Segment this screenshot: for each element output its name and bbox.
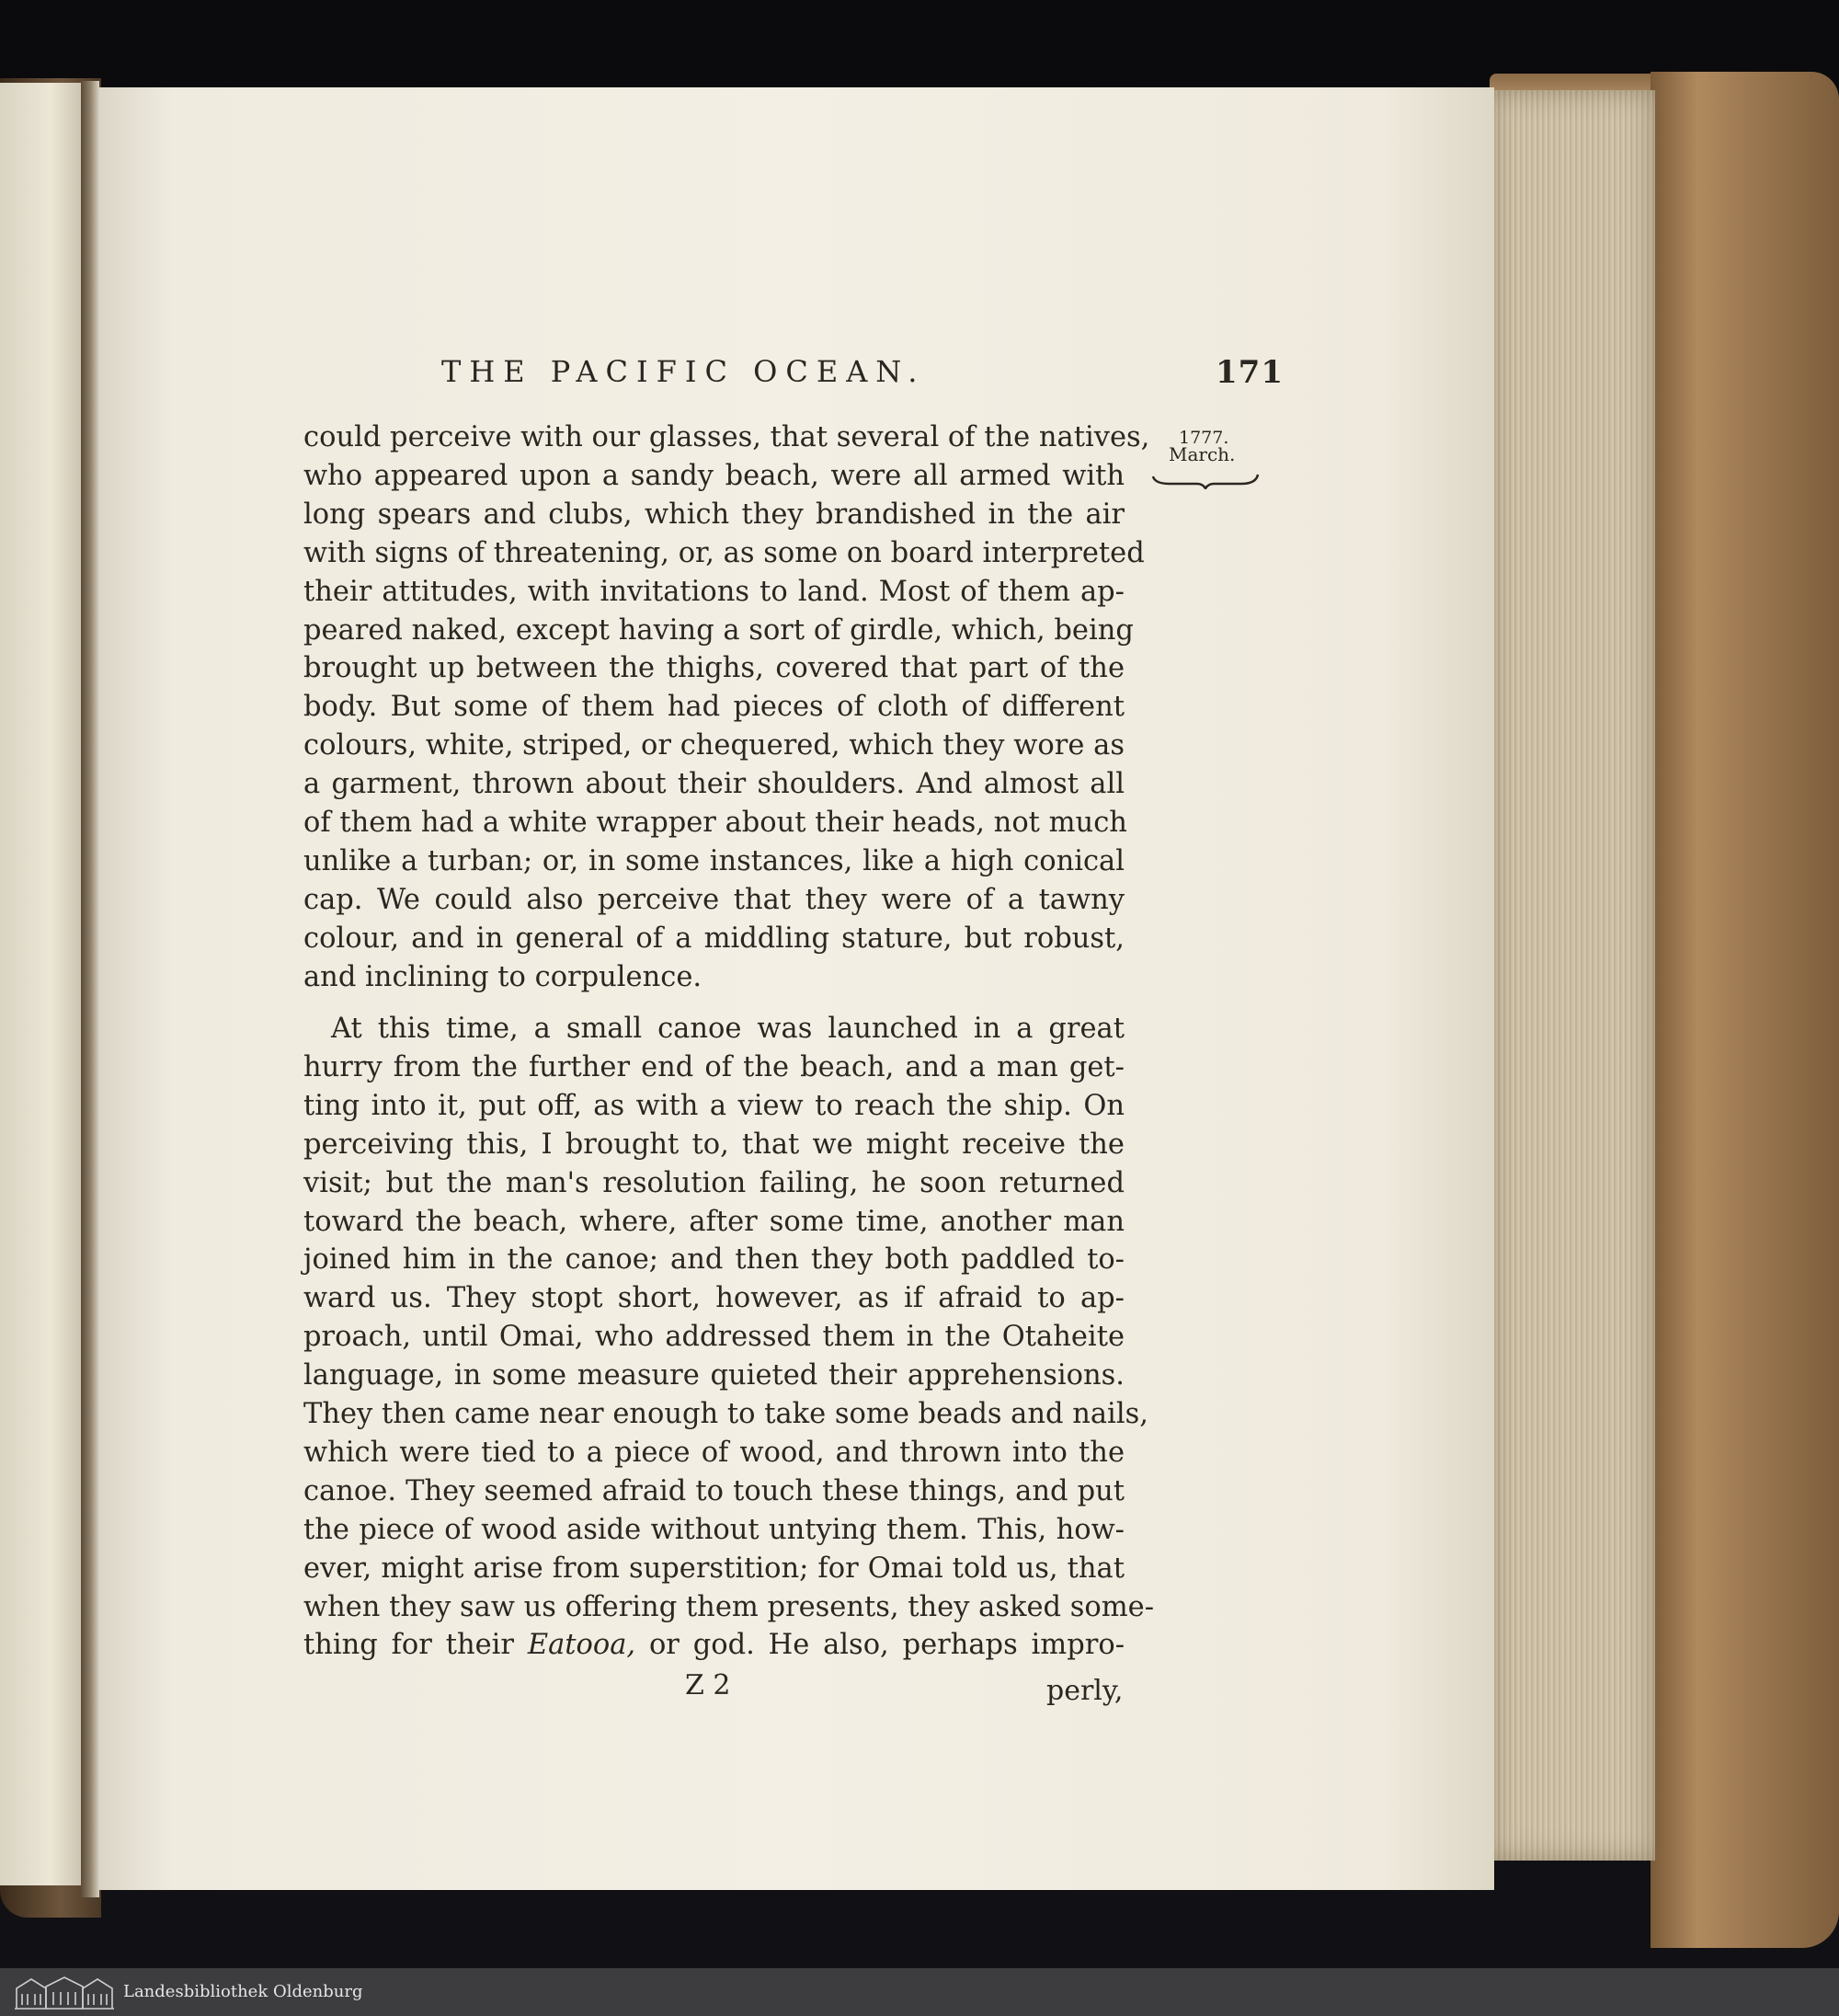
catchword: perly, — [1046, 1675, 1124, 1707]
text-line: body. But some of them had pieces of cloth of different — [303, 691, 1125, 724]
text-line: of them had a white wrapper about their heads, not much — [303, 807, 1127, 839]
text-line: who appeared upon a sandy beach, were all armed with — [303, 459, 1125, 492]
italic-word: Eatooa, — [527, 1629, 636, 1662]
text-line: canoe. They seemed afraid to touch these things, and put — [303, 1474, 1125, 1507]
text-line: a garment, thrown about their shoulders. And almost all — [303, 768, 1125, 801]
text-line: They then came near enough to take some beads and nails, — [303, 1398, 1148, 1430]
text-segment: or god. He also, perhaps impro- — [635, 1629, 1125, 1662]
text-line: At this time, a small canoe was launched in a great — [331, 1013, 1125, 1045]
text-line: visit; but the man's resolution failing, he soon returned — [303, 1166, 1125, 1199]
right-cover — [1651, 72, 1839, 1948]
text-line: brought up between the thighs, covered that part of the — [303, 652, 1125, 685]
text-line: could perceive with our glasses, that several of the natives, — [303, 421, 1150, 453]
page-edges — [1490, 90, 1655, 1861]
library-building-icon — [13, 1974, 116, 2010]
signature-mark: Z 2 — [685, 1669, 731, 1701]
text-line: their attitudes, with invitations to land. Most of them ap- — [303, 575, 1125, 608]
text-line: when they saw us offering them presents, they asked some- — [303, 1590, 1155, 1623]
text-line: cap. We could also perceive that they were of a tawny — [303, 883, 1125, 916]
text-line: language, in some measure quieted their apprehensions. — [303, 1359, 1125, 1392]
text-line: unlike a turban; or, in some instances, like a high conical — [303, 844, 1125, 877]
text-line: long spears and clubs, which they brandished in the air — [303, 498, 1125, 531]
text-line: the piece of wood aside without untying them. This, how- — [303, 1513, 1125, 1546]
margin-brace-icon — [1151, 471, 1260, 489]
text-line: proach, until Omai, who addressed them in the Otaheite — [303, 1321, 1125, 1354]
text-line: hurry from the further end of the beach, and a man get- — [303, 1050, 1125, 1083]
gutter — [81, 81, 99, 1897]
margin-month: March. — [1169, 443, 1236, 465]
text-line: colour, and in general of a middling stature, but robust, — [303, 922, 1125, 955]
text-line: which were tied to a piece of wood, and thrown into the — [303, 1436, 1125, 1469]
text-line: joined him in the canoe; and then they both paddled to- — [303, 1243, 1125, 1277]
text-line: ever, might arise from superstition; for Omai told us, that — [303, 1552, 1125, 1585]
library-name: Landesbibliothek Oldenburg — [123, 1982, 363, 2001]
running-head: THE PACIFIC OCEAN. — [441, 354, 926, 389]
text-line: and inclining to corpulence. — [303, 960, 702, 993]
text-segment: thing for their — [303, 1629, 528, 1662]
margin-year: 1777. — [1179, 428, 1229, 448]
text-line: with signs of threatening, or, as some on board interpreted — [303, 536, 1145, 569]
text-line: peared naked, except having a sort of girdle, which, being — [303, 613, 1134, 647]
text-line: toward the beach, where, after some time, another man — [303, 1205, 1125, 1238]
text-line: ting into it, put off, as with a view to reach the ship. On — [303, 1089, 1125, 1122]
text-line: perceiving this, I brought to, that we might receive the — [303, 1128, 1125, 1161]
text-line: colours, white, striped, or chequered, which they wore as — [303, 729, 1125, 762]
text-line — [303, 1626, 1125, 1665]
left-page — [0, 83, 85, 1885]
text-line: ward us. They stopt short, however, as if afraid to ap- — [303, 1282, 1125, 1315]
page-number: 171 — [1216, 354, 1284, 391]
